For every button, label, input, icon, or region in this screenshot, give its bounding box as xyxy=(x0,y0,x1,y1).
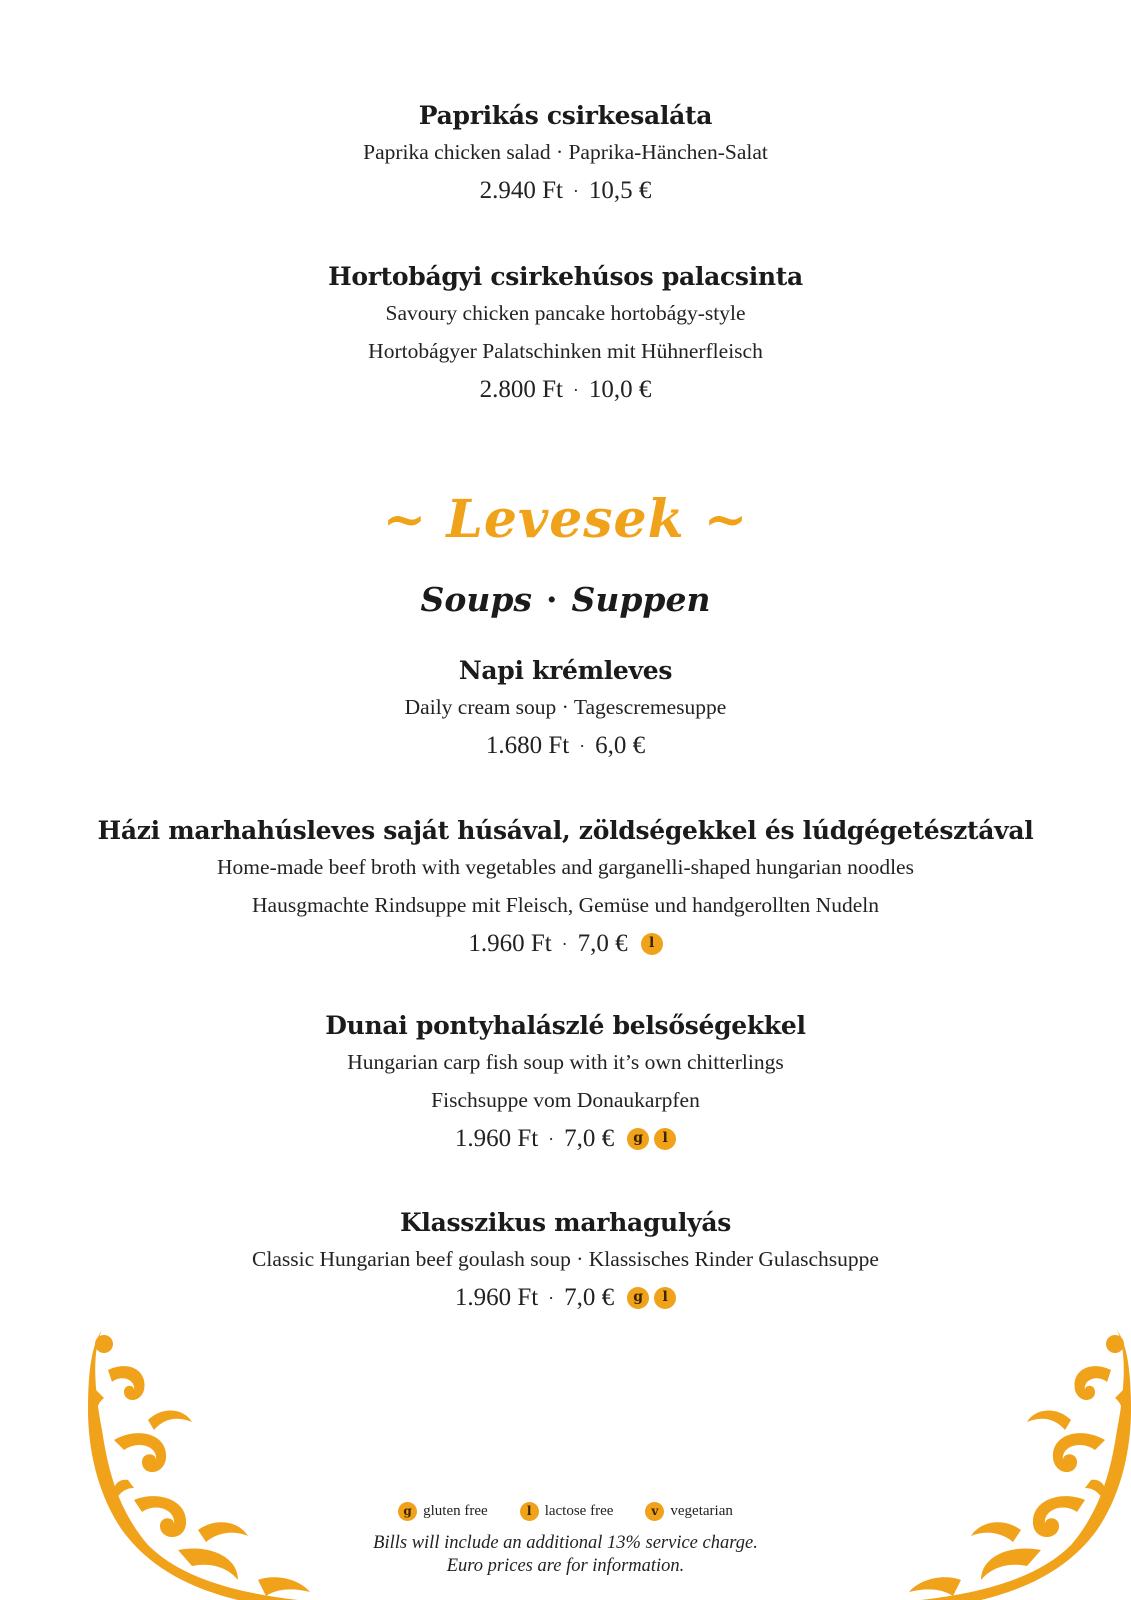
price-huf: 2.800 Ft xyxy=(479,376,563,403)
price-huf: 1.960 Ft xyxy=(468,930,552,957)
dish-name: Klasszikus marhagulyás xyxy=(399,1208,732,1237)
dish-description: Hortobágyer Palatschinken mit Hühnerfleisch xyxy=(368,339,763,363)
service-charge-note: Bills will include an additional 13% service charge. xyxy=(373,1533,758,1553)
euro-price-note: Euro prices are for information. xyxy=(446,1556,685,1576)
price-huf: 1.960 Ft xyxy=(454,1125,539,1152)
price-eur: 7,0 € xyxy=(564,1284,615,1311)
gluten-free-badge: g xyxy=(627,1128,649,1150)
gluten-free-badge: g xyxy=(627,1287,649,1309)
price-separator: · xyxy=(548,1129,555,1149)
dish-description: Daily cream soup · Tagescremesuppe xyxy=(404,695,727,719)
dish-name: Paprikás csirkesaláta xyxy=(418,101,713,130)
subtitle-de: Suppen xyxy=(571,580,711,619)
menu-item xyxy=(0,1208,1131,1318)
legend-item-lactose-free xyxy=(520,1502,614,1521)
price-separator: · xyxy=(548,1288,555,1308)
subtitle-en: Soups xyxy=(420,580,533,619)
price-separator: · xyxy=(572,181,579,201)
menu-item xyxy=(0,816,1131,964)
price-eur: 7,0 € xyxy=(577,930,628,957)
legend-label: lactose free xyxy=(544,1503,614,1519)
price-row xyxy=(0,1119,1131,1159)
menu-item xyxy=(0,1011,1131,1159)
legend-label: vegetarian xyxy=(670,1503,733,1519)
dish-description: Fischsuppe vom Donaukarpfen xyxy=(431,1088,700,1112)
price-eur: 6,0 € xyxy=(595,732,646,759)
section-title: ~ Levesek ~ xyxy=(382,489,749,550)
dish-name: Hortobágyi csirkehúsos palacsinta xyxy=(328,262,803,291)
price-eur: 7,0 € xyxy=(564,1125,615,1152)
price-eur: 10,5 € xyxy=(588,177,652,204)
price-row xyxy=(0,1278,1131,1318)
legend-item-gluten-free xyxy=(398,1502,488,1521)
price-separator: · xyxy=(572,380,579,400)
lactose-free-badge: l xyxy=(520,1502,539,1521)
lactose-free-badge: l xyxy=(641,933,663,955)
lactose-free-badge: l xyxy=(654,1128,676,1150)
price-huf: 1.960 Ft xyxy=(454,1284,539,1311)
price-row xyxy=(0,171,1131,211)
price-row xyxy=(0,726,1131,766)
legend-label: gluten free xyxy=(423,1503,488,1519)
menu-item xyxy=(0,656,1131,766)
price-huf: 2.940 Ft xyxy=(479,177,563,204)
dish-description: Hungarian carp fish soup with it’s own chitterlings xyxy=(347,1050,784,1074)
subtitle-separator: · xyxy=(546,580,558,619)
dish-description: Paprika chicken salad · Paprika-Hänchen-Salat xyxy=(363,140,768,164)
price-eur: 10,0 € xyxy=(588,376,652,403)
dish-description: Savoury chicken pancake hortobágy-style xyxy=(385,301,746,325)
dish-name: Dunai pontyhalászlé belsőségekkel xyxy=(325,1011,806,1040)
diet-legend xyxy=(0,1502,1131,1521)
section-subtitle xyxy=(0,578,1131,622)
price-row xyxy=(0,370,1131,410)
diet-badges xyxy=(622,1287,676,1309)
price-row xyxy=(0,924,1131,964)
vegetarian-badge: v xyxy=(645,1502,664,1521)
price-separator: · xyxy=(579,736,586,756)
price-separator: · xyxy=(561,934,568,954)
menu-item xyxy=(0,101,1131,211)
menu-item xyxy=(0,262,1131,410)
diet-badges xyxy=(622,1128,676,1150)
lactose-free-badge: l xyxy=(654,1287,676,1309)
legend-item-vegetarian xyxy=(645,1502,732,1521)
dish-description: Hausgmachte Rindsuppe mit Fleisch, Gemüse und handgerollten Nudeln xyxy=(252,893,879,917)
dish-description: Classic Hungarian beef goulash soup · Klassisches Rinder Gulaschsuppe xyxy=(252,1247,879,1271)
dish-description: Home-made beef broth with vegetables and garganelli-shaped hungarian noodles xyxy=(217,855,914,879)
diet-badges xyxy=(636,933,663,955)
gluten-free-badge: g xyxy=(398,1502,417,1521)
dish-name: Házi marhahúsleves saját húsával, zöldségekkel és lúdgégetésztával xyxy=(97,816,1034,845)
price-huf: 1.680 Ft xyxy=(485,732,570,759)
dish-name: Napi krémleves xyxy=(458,656,673,685)
